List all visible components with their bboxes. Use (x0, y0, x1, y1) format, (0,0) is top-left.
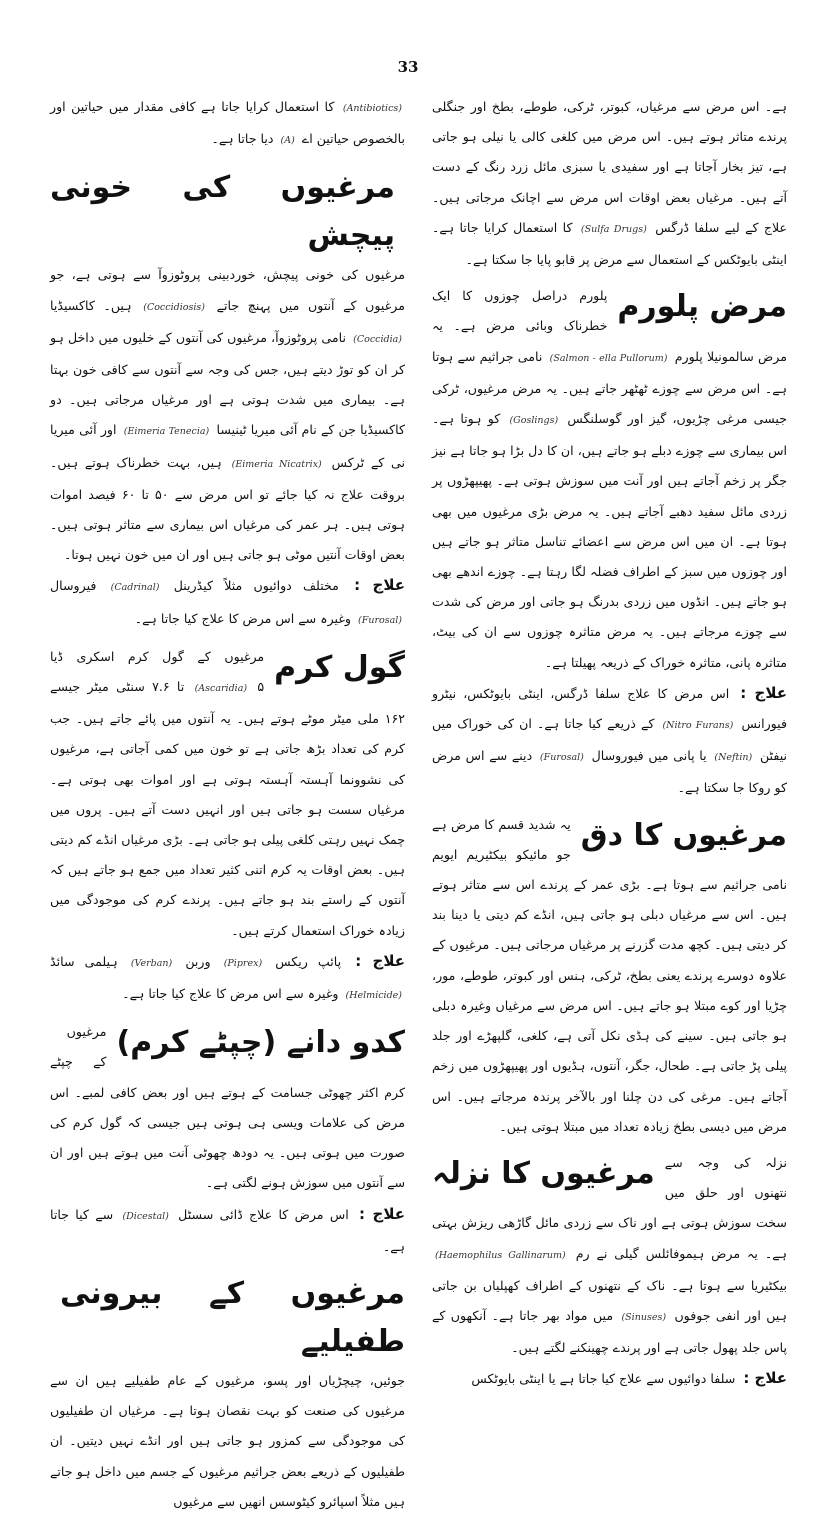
page-number: 33 (397, 58, 419, 76)
nitro-furans-term: (Nitro Furans) (662, 720, 734, 732)
pullorum-text-1: پلورم دراصل چوزوں کا ایک خطرناک وبائی مرض ہے۔ یہ مرض سالمونیلا پلورم (432, 288, 787, 364)
vitamin-a-term: (A) (280, 135, 295, 147)
dicestal-term: (Dicestal) (122, 1210, 169, 1222)
roundworm-treatment-1: پائپ ریکس (275, 953, 342, 969)
pullorum-treatment-label: علاج : (740, 683, 788, 702)
coccidiosis-treatment-1: مختلف دوائیوں مثلاً کیڈرینل (173, 578, 339, 594)
intro-text-1: ہے۔ اس مرض سے مرغیاں، کبوتر، ٹرکی، طوطے، بطخ اور جنگلی پرندے متاثر ہوتے ہیں۔ اس مرض میں کلغی کالی یا نیلی ہو جاتی ہے، تیز بخار آجاتا ہے اور سفیدی یا سبزی مائل زرد رنگ کے دست آتے ہیں۔ مرغیاں بعض اوقات اس مرض سے اچانک مرجاتی ہیں۔ (432, 99, 787, 205)
tb-text-1: یہ شدید قسم کا مرض ہے جو مائیکو بیکٹیریم ایویم نامی جراثیم سے ہوتا ہے۔ بڑی عمر کے پرندے اس سے متاثر ہوتے ہیں۔ اس سے مرغیاں دبلی ہو جاتی ہیں، انڈے کم دیتی یا دینا بند کر دیتی ہیں۔ کچھ مدت گزرنے پر مرغیاں مرجاتی ہیں۔ مرغیوں کے علاوہ دوسرے پرندے یعنی بطخ، ٹرکی، ہنس اور کبوتر، طوطے، مور، چڑیا اور کوے مبتلا ہو جاتے ہیں۔ اس مرض سے مرغیاں وغیرہ دبلی ہو جاتی ہیں۔ سینے کی ہڈی نکل آتی ہے، کلغی، گلپھڑے اور جلد پیلی پڑ جاتی ہے۔ طحال، جگر، آنتوں، ہڈیوں اور پھیپھڑوں میں زخم آجاتے ہیں۔ مرغی کی دن چلنا اور بالآخر پرندہ مرجاتے ہیں۔ اس مرض میں دیسی بطخ زیادہ تعداد میں مبتلا ہوتی ہیں۔ (432, 816, 787, 1134)
tb-heading: مرغیوں کا دق (580, 817, 787, 853)
coccidiosis-treatment-label: علاج : (354, 576, 405, 595)
tapeworm-treatment-label: علاج : (359, 1204, 405, 1223)
coryza-treatment (432, 1363, 787, 1394)
coccidiosis-treatment-3: وغیرہ سے اس مرض کا علاج کیا جاتا ہے۔ (134, 610, 352, 626)
coryza-text-1: نزلہ کی وجہ سے نتھنوں اور حلق میں سخت سوزش ہوتی ہے اور ناک سے زردی مائل گاڑھی ریزش بہتی ہے۔ یہ مرض ہیموفائلس گیلی نے رم (432, 1154, 787, 1261)
left-column (50, 92, 406, 1509)
pullorum-text-2: نامی جراثیم سے ہوتا ہے۔ اس مرض سے چوزے ٹھٹھر جاتے ہیں۔ یہ مرض مرغیوں، ٹرکی جیسی مرغی چڑیوں، گیز اور گوسلنگس (432, 348, 787, 427)
roundworm-text-1: ۵ تا ۷.۶ (152, 679, 265, 695)
pullorum-treatment-4: دینے سے اس مرض کو روکا جا سکتا ہے۔ (432, 748, 787, 796)
coccidiosis-term: (Coccidiosis) (143, 301, 205, 313)
helmicide-term: (Helmicide) (345, 990, 402, 1002)
furosal-term-left: (Furosal) (358, 614, 402, 626)
coccidiosis-heading: مرغیوں کی خونی پیچش (50, 170, 395, 254)
tapeworm-section (50, 1017, 405, 1262)
verban-term: (Verban) (130, 957, 173, 969)
intro-treatment-suffix: کا استعمال کرایا جاتا ہے۔ اینٹی بایوٹکس کے استعمال سے مرض پر قابو پایا جا سکتا ہے۔ (432, 219, 787, 268)
intro-text (432, 92, 787, 275)
coccidiosis-text-4: اور آئی میریا نی کے ٹرکس (50, 422, 406, 470)
tapeworm-treatment-2: سے کیا جاتا ہے۔ (50, 1206, 405, 1254)
right-column (432, 92, 788, 1388)
roundworm-treatment-3: ہیلمی سائڈ (50, 953, 118, 969)
pullorum-section (432, 281, 787, 803)
coryza-text-3: میں مواد بھر جاتا ہے۔ آنکھوں کے پاس جلد پھول جاتی ہے اور پرندے چھینکنے لگتے ہیں۔ (432, 1307, 787, 1356)
coccidiosis-text-2: ہیں۔ کاکسیڈیا (50, 297, 132, 313)
coccidiosis-treatment-2: فیروسال (50, 578, 97, 594)
pullorum-treatment-1: اس مرض کا علاج سلفا ڈرگس، اینٹی بایوٹکس، نیٹرو فیورانس (432, 685, 787, 732)
coccidiosis-text-5: ہیں، بہت خطرناک ہوتے ہیں۔ بروقت علاج نہ کیا جائے تو اس مرض سے ۵۰ تا ۶۰ فیصد اموات ہوتی ہیں۔ ہر عمر کی مرغیاں اس بیماری سے متاثر ہوتی ہیں۔ بعض اوقات آنتیں موٹی ہو جاتی ہیں اور ان میں خون نہیں ہوتا۔ (50, 454, 405, 563)
coccidiosis-section (50, 162, 405, 635)
tb-section (432, 810, 787, 1142)
coryza-text-2: بیکٹیریا سے ہوتا ہے۔ ناک کے نتھنوں کے اطراف کھپلیاں بن جاتی ہیں اور انفی جوفوں (432, 1277, 787, 1323)
tapeworm-heading: کدو دانے (چپٹے کرم) (116, 1025, 405, 1061)
salmonella-term: (Salmon - ella Pullorum) (549, 352, 668, 364)
tapeworm-text-1: مرغیوں کے چپٹے کرم اکثر چھوٹی جسامت کے ہوتے ہیں اور بعض کافی لمبے۔ اس مرض کی علامات ویسی ہی ہوتی ہیں جیسی کہ گول کرم کی صورت میں ہوتی ہیں۔ یہ دودھ چھوٹی آنت میں ہوتے ہیں اور ان سے آنتوں میں سوزش ہونے لگتی ہے۔ (50, 1024, 405, 1191)
antibiotics-text-2: دیا جاتا ہے۔ (211, 131, 274, 147)
coccidiosis-text-1: مرغیوں کی خونی پیچش، خوردبینی پروٹوزوآ سے ہوتی ہے، جو مرغیوں کے آنتوں میں پہنچ جاتے (50, 267, 405, 313)
external-parasites-text-1: جوئیں، چیچڑیاں اور پسو، مرغیوں کے عام طفیلیے ہیں ان سے مرغیوں کی صنعت کو بہت نقصان ہوتا ہے۔ مرغیاں ان طفیلیوں کی موجودگی سے کمزور ہو جاتی ہیں اور انڈے نہیں دیتیں۔ ان طفیلیوں کے ذریعے بعض جراثیم مرغیوں کے جسم میں داخل ہو جاتے ہیں مثلاً اسپائرو کیٹوسس انھیں سے مرغیوں (50, 1372, 405, 1509)
sulfa-drugs-term: (Sulfa Drugs) (580, 223, 647, 235)
goslings-term: (Goslings) (509, 415, 559, 427)
roundworm-text-2: سنٹی میٹر جیسے ۱۶۲ ملی میٹر موٹے ہوتے ہیں۔ یہ آنتوں میں پائے جاتے ہیں۔ جب کرم کی تعداد بڑھ جاتی ہے تو خون میں کمی آجاتی ہے، مرغیوں کی نشوونما آہستہ آہستہ ہوتی ہے اور اموات بھی ہوتی ہے۔ مرغیاں سست ہو جاتی ہیں اور انہیں دست آتے ہیں۔ پروں میں چمک نہیں رہتی کلغی پیلی ہو جاتی ہے۔ بڑی مرغیاں انڈے کم دیتی ہیں۔ بعض اوقات یہ کرم اتنی کثیر تعداد میں جمع ہو جاتے ہیں کہ آنتوں کے راستے بند ہو جاتے ہیں۔ پرندے کرم کی موجودگی میں زیادہ خوراک استعمال کرتے ہیں۔ (50, 679, 405, 938)
neftin-term: (Neftin) (714, 752, 753, 764)
pullorum-treatment (432, 678, 787, 804)
external-parasites-section (50, 1268, 405, 1517)
eimeria-nicatrix-term: (Eimeria Nicatrix) (231, 458, 322, 470)
coccidiosis-treatment (50, 570, 405, 635)
eimeria-tenecia-term: (Eimeria Tenecia) (123, 426, 210, 438)
roundworm-treatment-label: علاج : (355, 951, 405, 970)
pullorum-treatment-3: یا پانی میں فیوروسال (591, 748, 707, 764)
pullorum-treatment-2: کے ذریعے کیا جاتا ہے۔ ان کی خوراک میں نیفٹن (432, 716, 788, 764)
coryza-section (432, 1148, 787, 1395)
roundworm-section (50, 642, 405, 1011)
piprex-term: (Piprex) (223, 957, 263, 969)
antibiotics-term: (Antibiotics) (342, 103, 402, 114)
roundworm-treatment (50, 946, 405, 1011)
tapeworm-treatment (50, 1199, 405, 1262)
intro-treatment-prefix: علاج کے لیے سلفا ڈرگس (655, 219, 788, 235)
coccidiosis-text-3: نامی پروٹوزوآ، مرغیوں کی آنتوں کے خلیوں میں داخل ہو کر ان کو توڑ دیتے ہیں، جس کی وجہ سے آنتوں سے کافی خون بہتا ہے۔ بیماری میں شدت ہوتی ہے اور مرغیاں مرجاتی ہیں۔ دو کاکسیڈیا جن کے نام آئی میریا ٹینیسا (50, 329, 405, 438)
furosal-term: (Furosal) (539, 752, 584, 764)
coryza-heading: مرغیوں کا نزلہ (432, 1155, 655, 1191)
roundworm-text-0: مرغیوں کے گول کرم اسکری ڈیا (50, 648, 265, 664)
roundworm-treatment-2: وربن (185, 953, 211, 969)
antibiotics-text-1: کا استعمال کرایا جاتا ہے کافی مقدار میں حیاتین اور بالخصوص حیاتین اے (50, 99, 405, 147)
coryza-treatment-1: سلفا دوائیوں سے علاج کیا جاتا ہے یا اینٹی بایوٹکس (471, 1371, 736, 1387)
tapeworm-treatment-1: اس مرض کا علاج ڈائی سسٹل (178, 1206, 349, 1222)
cadrinal-term: (Cadrinal) (110, 582, 160, 594)
haemophilus-term: (Haemophilus Gallinarum) (435, 1249, 566, 1261)
coryza-treatment-label: علاج : (743, 1369, 787, 1388)
sinuses-term: (Sinuses) (621, 1311, 667, 1323)
external-parasites-heading: مرغیوں کے بیرونی طفیلیے (60, 1275, 405, 1359)
ascaridia-term: (Ascaridia) (194, 683, 248, 695)
coccidia-term: (Coccidia) (353, 333, 402, 345)
intro-section (432, 92, 787, 275)
roundworm-treatment-4: وغیرہ سے اس مرض کا علاج کیا جاتا ہے۔ (122, 986, 339, 1002)
pullorum-text-3: کو ہوتا ہے۔ اس بیماری سے چوزے دبلے ہو جاتے ہیں، ان کا دل بڑا ہو جاتا ہے نیز جگر پر زخم آجاتے ہیں اور آنت میں سوزش ہوتی ہے۔ پھیپھڑوں پر زردی مائل سفید دھبے آجاتے ہیں۔ یہ مرض بڑی مرغیوں میں بھی ہوتا ہے۔ ان میں اس مرض سے اعضائے تناسل متاثر ہو جاتے ہیں اور چوزوں میں سبز کے اطراف فضلہ لگا رہتا ہے۔ چوزے اندھے بھی ہو جاتے ہیں۔ انڈوں میں زردی بدرنگ ہو جاتی اور مرض کی شدت سے چوزے مرجاتے ہیں۔ یہ مرض متاثرہ چوزوں سے ان کی بیٹ، متاثرہ پانی، متاثرہ خوراک کے ذریعہ پھیلتا ہے۔ (432, 411, 787, 670)
roundworm-heading: گول کرم (274, 649, 405, 685)
pullorum-heading: مرض پلورم (617, 289, 787, 325)
antibiotics-section (50, 92, 405, 156)
